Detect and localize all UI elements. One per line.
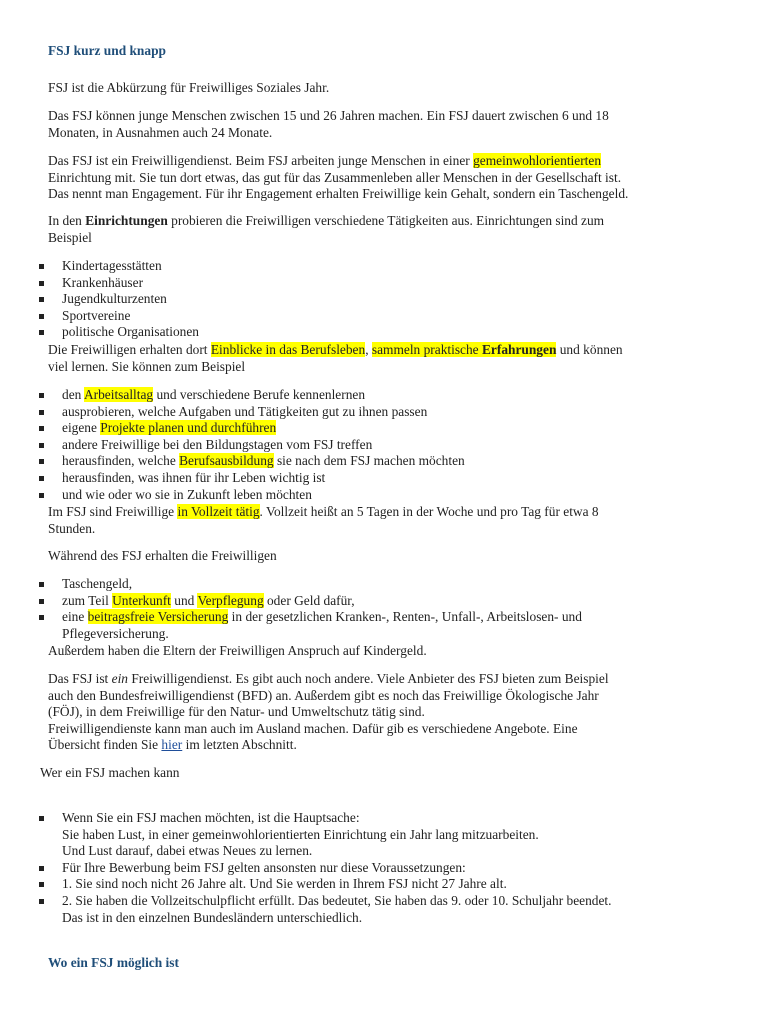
highlight-einblicke: Einblicke in das Berufsleben [210, 342, 366, 357]
paragraph-waehrend: Während des FSJ erhalten die Freiwilligen [48, 548, 277, 563]
list-voraussetzungen [38, 810, 718, 926]
text-line: Freiwilligendienste kann man auch im Ausland machen. Dafür gib es verschiedene Angebote. Eine [48, 720, 578, 736]
paragraph-kindergeld: Außerdem haben die Eltern der Freiwilligen Anspruch auf Kindergeld. [48, 643, 427, 658]
paragraph-alter-dauer [48, 108, 728, 141]
text-line: (FÖJ), in dem Freiwillige für den Natur- und Umweltschutz tätig sind. [48, 704, 425, 720]
text-span: Das FSJ ist ein Freiwilligendienst. Beim FSJ arbeiten junge Menschen in einer [48, 153, 474, 168]
text-line: Monaten, in Ausnahmen auch 24 Monate. [48, 124, 273, 140]
list-item: herausfinden, was ihnen für ihr Leben wichtig ist [38, 470, 718, 487]
text-line: 2. Sie haben die Vollzeitschulpflicht erfüllt. Das bedeutet, Sie haben das 9. oder 10. Schuljahr beendet. [62, 892, 612, 908]
text-span: herausfinden, welche [62, 453, 180, 469]
list-item: Krankenhäuser [38, 275, 718, 292]
text-line: Und Lust darauf, dabei etwas Neues zu lernen. [62, 843, 313, 859]
bold-erfahrungen: Erfahrungen [481, 342, 557, 357]
text-span: in der gesetzlichen Kranken-, Renten-, Unfall-, Arbeitslosen- und [228, 609, 582, 625]
list-item [38, 593, 718, 610]
text-span: Übersicht finden Sie [48, 737, 162, 753]
text-span: zum Teil [62, 592, 113, 608]
text-span: , [365, 342, 372, 357]
link-hier[interactable]: hier [161, 737, 183, 753]
list-item: Jugendkulturzenten [38, 291, 718, 308]
text-span: Freiwilligendienst. Es gibt auch noch andere. Viele Anbieter des FSJ bieten zum Beispiel [128, 671, 609, 686]
list-item: ausprobieren, welche Aufgaben und Tätigkeiten gut zu ihnen passen [38, 404, 718, 421]
text-line: Das FSJ können junge Menschen zwischen 15 und 26 Jahren machen. Ein FSJ dauert zwischen 6 und 18 [48, 108, 609, 123]
text-line: Das nennt man Engagement. Für ihr Engagement erhalten Freiwillige kein Gehalt, sondern ein Taschengeld. [48, 186, 629, 202]
heading-fsj-kurz-und-knapp: FSJ kurz und knapp [48, 43, 166, 58]
text-span: Das FSJ ist [48, 671, 112, 686]
highlight-vollzeit: in Vollzeit tätig [177, 504, 260, 519]
list-item [38, 387, 718, 404]
list-item [38, 609, 718, 642]
text-span: den [62, 387, 84, 402]
text-span: und [170, 592, 198, 608]
text-line: auch den Bundesfreiwilligendienst (BFD) an. Außerdem gibt es noch das Freiwillige Ökologische Jahr [48, 687, 599, 703]
text-span: eine [62, 609, 88, 625]
text-span: probieren die Freiwilligen verschiedene Tätigkeiten aus. Einrichtungen sind zum [167, 213, 605, 228]
list-item [38, 893, 718, 926]
list-item: 1. Sie sind noch nicht 26 Jahre alt. Und Sie werden in Ihrem FSJ nicht 27 Jahre alt. [38, 876, 718, 893]
text-line: Stunden. [48, 520, 96, 536]
paragraph-freiwilligendienst [48, 153, 728, 203]
text-span: im letzten Abschnitt. [182, 737, 297, 753]
heading-wo-ein-fsj-moeglich-ist: Wo ein FSJ möglich ist [48, 955, 179, 970]
highlight-praktische-erfahrungen [372, 342, 556, 357]
text-span: sammeln praktische [371, 342, 482, 357]
list-item: Für Ihre Bewerbung beim FSJ gelten ansonsten nur diese Voraussetzungen: [38, 860, 718, 877]
text-span: eigene [62, 420, 101, 436]
text-line: Pflegeversicherung. [62, 625, 169, 641]
highlight-arbeitsalltag: Arbeitsalltag [83, 387, 154, 402]
list-item: politische Organisationen [38, 324, 718, 341]
paragraph-andere-dienste [48, 671, 728, 754]
text-span: oder Geld dafür, [263, 592, 355, 608]
list-item: Taschengeld, [38, 576, 718, 593]
text-span: und verschiedene Berufe kennenlernen [153, 387, 366, 402]
highlight-versicherung: beitragsfreie Versicherung [87, 609, 229, 625]
list-item: andere Freiwillige bei den Bildungstagen vom FSJ treffen [38, 437, 718, 454]
list-item [38, 420, 718, 437]
list-erhalten [38, 576, 718, 642]
paragraph-einrichtungen [48, 213, 728, 246]
text-line: viel lernen. Sie können zum Beispiel [48, 358, 246, 374]
paragraph-abkuerzung: FSJ ist die Abkürzung für Freiwilliges Soziales Jahr. [48, 80, 330, 95]
text-line: Beispiel [48, 229, 92, 245]
highlight-unterkunft: Unterkunft [112, 592, 171, 608]
list-item [38, 453, 718, 470]
text-span: Die Freiwilligen erhalten dort [48, 342, 211, 357]
text-span: In den [48, 213, 86, 228]
text-line: Einrichtung mit. Sie tun dort etwas, das gut für das Zusammenleben aller Menschen in der Gesellschaft ist. [48, 169, 622, 185]
text-span: . Vollzeit heißt an 5 Tagen in der Woche und pro Tag für etwa 8 [259, 504, 599, 519]
heading-wer-ein-fsj-machen-kann: Wer ein FSJ machen kann [40, 765, 180, 780]
list-einrichtungen [38, 258, 718, 341]
highlight-berufsausbildung: Berufsausbildung [179, 453, 274, 469]
text-span: Im FSJ sind Freiwillige [48, 504, 178, 519]
list-lernen [38, 387, 718, 503]
italic-ein: ein [111, 671, 128, 686]
list-item: Kindertagesstätten [38, 258, 718, 275]
highlight-gemeinwohlorientierten: gemeinwohlorientierten [473, 153, 602, 168]
list-item: Sportvereine [38, 308, 718, 325]
list-item [38, 810, 718, 860]
paragraph-vollzeit [48, 504, 728, 537]
highlight-projekte: Projekte planen und durchführen [100, 420, 277, 436]
bold-einrichtungen: Einrichtungen [85, 213, 168, 228]
text-span: sie nach dem FSJ machen möchten [273, 453, 465, 469]
list-item: und wie oder wo sie in Zukunft leben möchten [38, 487, 718, 504]
text-line: Das ist in den einzelnen Bundesländern unterschiedlich. [62, 909, 363, 925]
paragraph-einblicke [48, 342, 728, 375]
text-span: und können [556, 342, 623, 357]
text-line: Wenn Sie ein FSJ machen möchten, ist die Hauptsache: [62, 810, 360, 825]
text-line: Sie haben Lust, in einer gemeinwohlorientierten Einrichtung ein Jahr lang mitzuarbeiten. [62, 826, 539, 842]
highlight-verpflegung: Verpflegung [197, 592, 264, 608]
